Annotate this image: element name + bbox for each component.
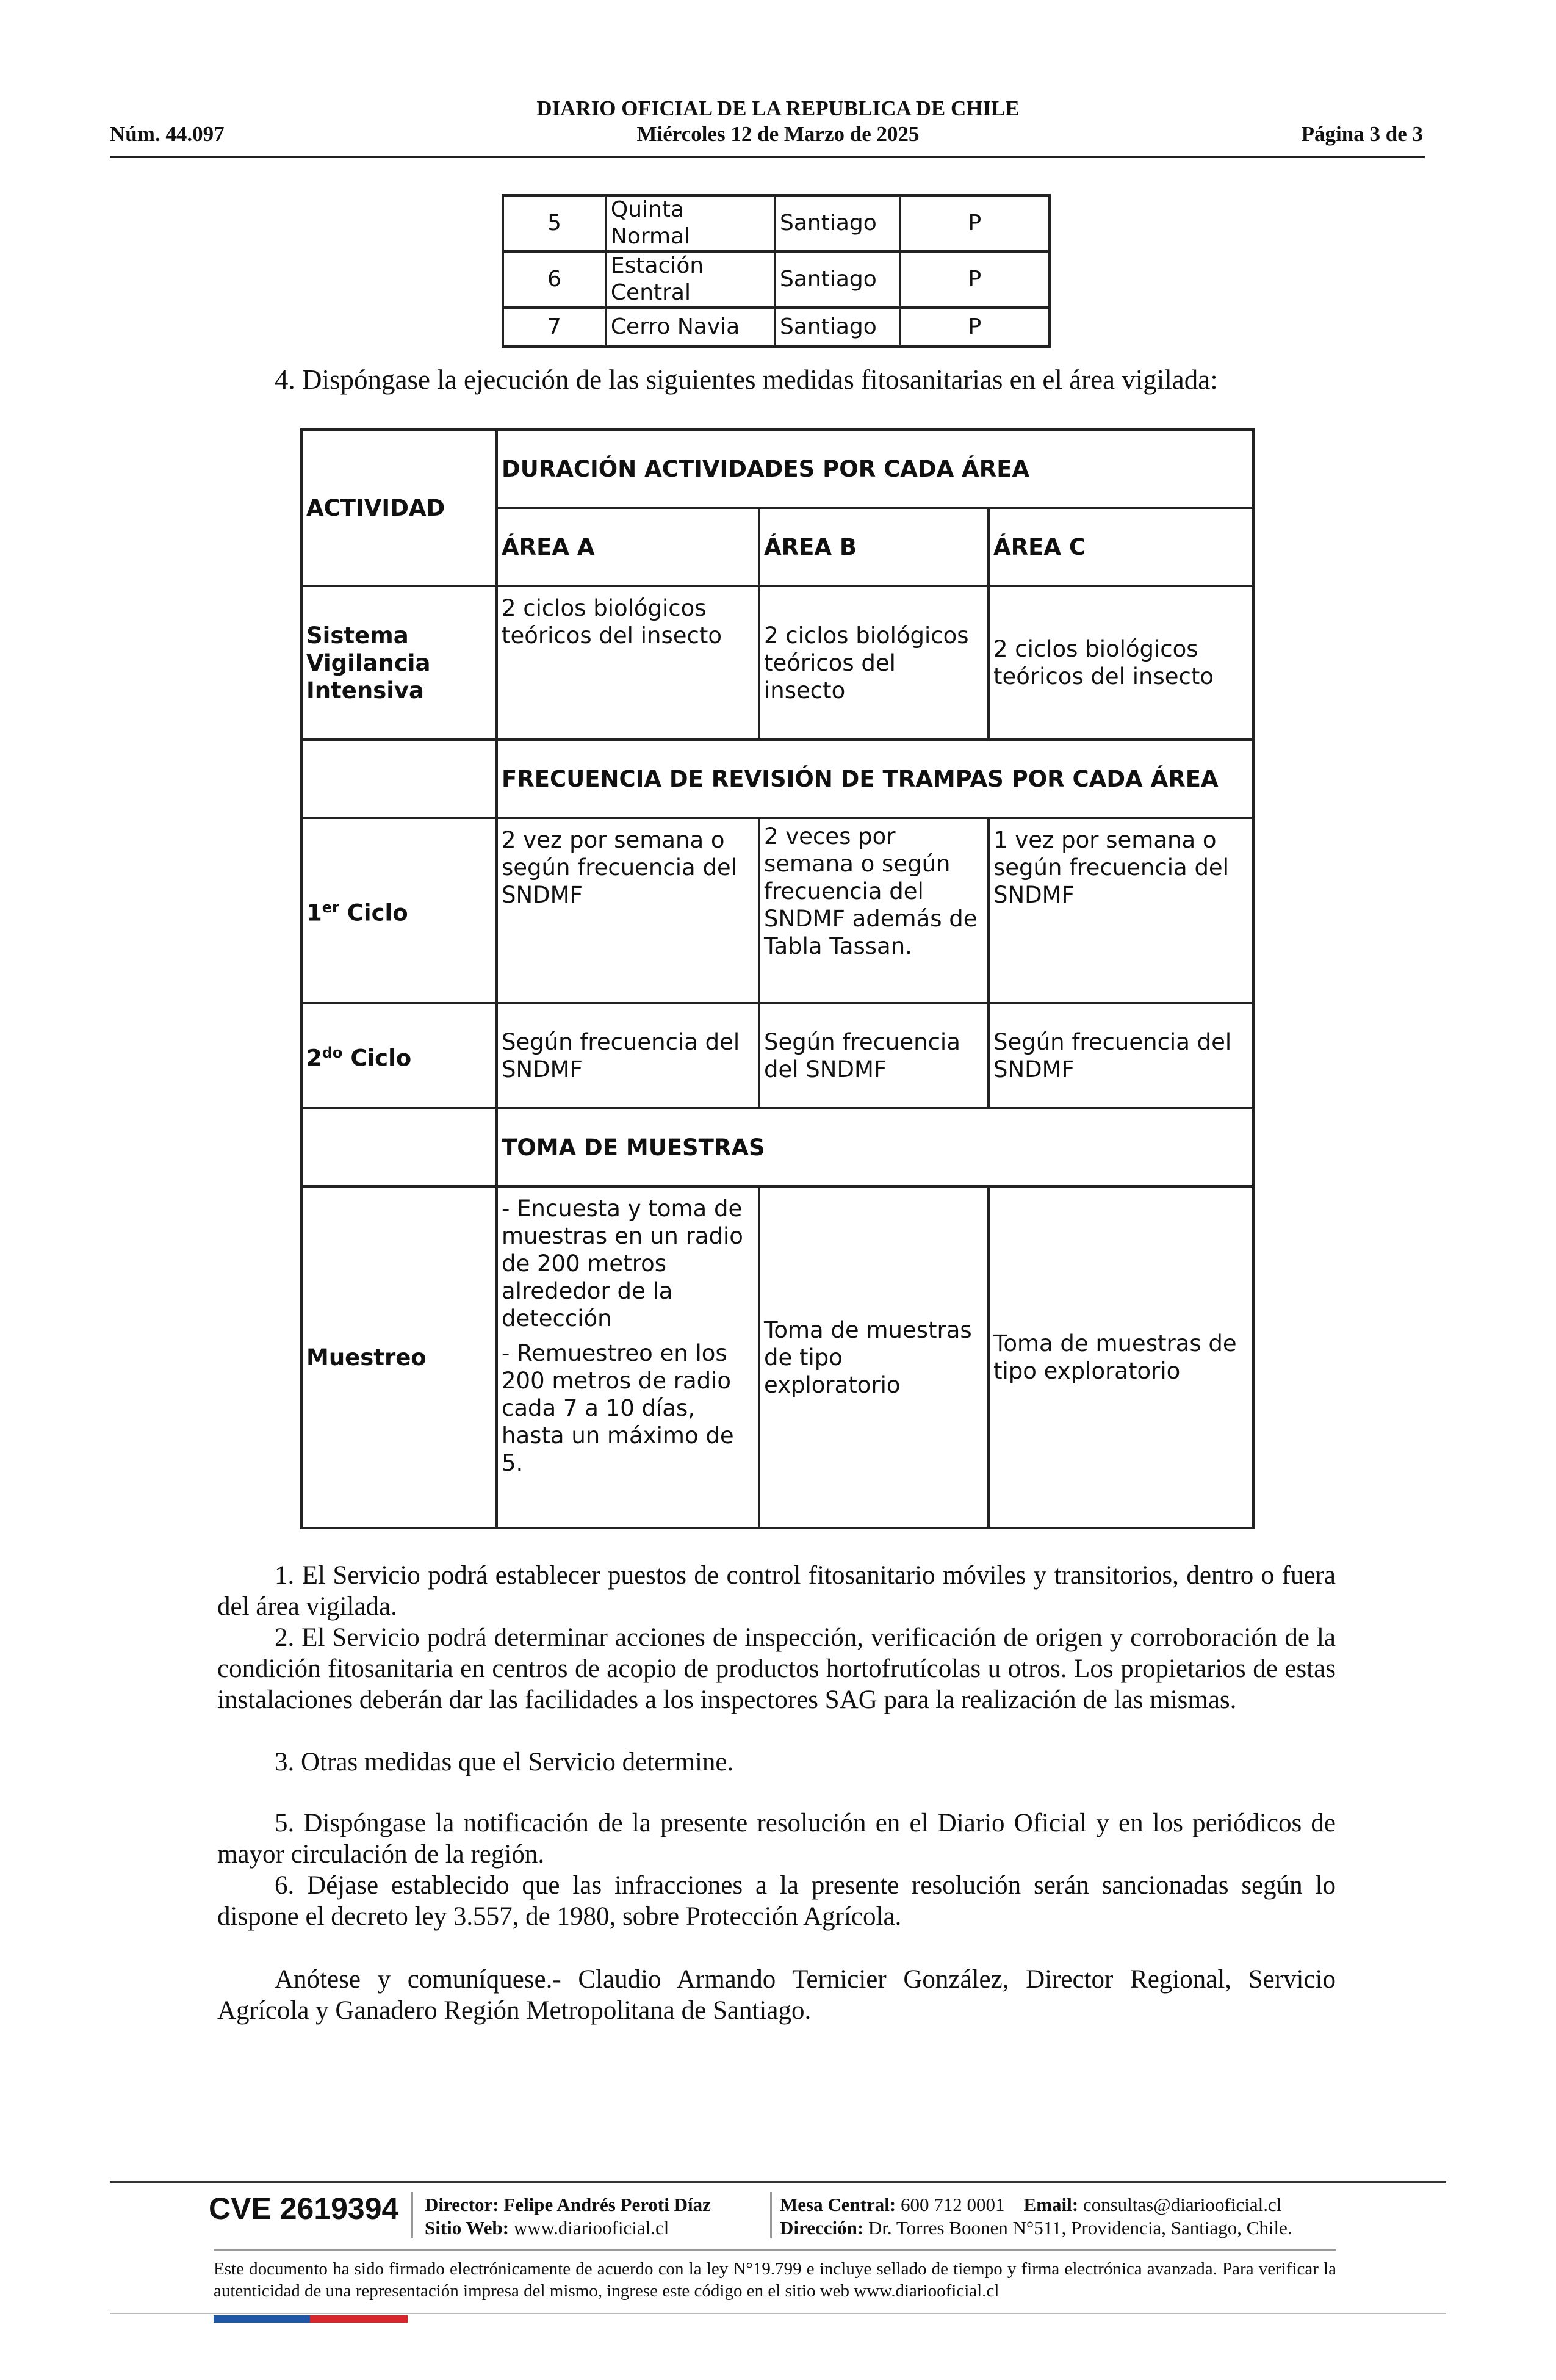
footer-inner-divider (214, 2249, 1336, 2251)
ciclo-2-word: Ciclo (350, 1045, 412, 1072)
table-row (503, 308, 1050, 347)
muestreo-area-a (497, 1186, 759, 1528)
footer-contact-block (780, 2193, 1292, 2240)
paragraph-2: 2. El Servicio podrá determinar acciones de inspección, verificación de origen y corroboración de la condición fitosanitaria en centros de acopio de productos hortofrutícolas u otros. Los propietarios de estas instalaciones deberán dar las facilidades a los inspectores SAG para la realización de las mismas. (217, 1623, 1336, 1714)
ciclo-1-area-a: 2 vez por semana o según frecuencia del SNDMF (497, 818, 759, 1003)
commune-name: Estación Central (606, 251, 775, 308)
header-divider (110, 156, 1425, 158)
address-value: Dr. Torres Boonen N°511, Providencia, Santiago, Chile. (868, 2217, 1292, 2238)
ciclo-2-ordinal: do (322, 1044, 343, 1062)
muestreo-label: Muestreo (301, 1186, 497, 1528)
table-row (301, 818, 1253, 1003)
commune-number: 7 (503, 308, 606, 347)
table-row (301, 1003, 1253, 1108)
table-row (503, 251, 1050, 308)
paragraph-1: 1. El Servicio podrá establecer puestos de control fitosanitario móviles y transitorios, dentro o fuera del área vigilada. (217, 1561, 1336, 1621)
ciclo-1-ordinal: er (322, 899, 339, 917)
table-row (503, 195, 1050, 251)
flag-blue-stripe (214, 2315, 310, 2323)
table-row (301, 1186, 1253, 1528)
ciclo-2-area-b: Según frecuencia del SNDMF (759, 1003, 989, 1108)
commune-province: Santiago (775, 195, 900, 251)
flag-red-stripe (310, 2315, 408, 2323)
paragraph-6: 6. Déjase establecido que las infracciones a la presente resolución serán sancionadas según lo dispone el decreto ley 3.557, de 1980, sobre Protección Agrícola. (217, 1871, 1336, 1931)
ciclo-1-area-c: 1 vez por semana o según frecuencia del SNDMF (989, 818, 1253, 1003)
area-a-header: ÁREA A (497, 508, 759, 586)
commune-category: P (900, 195, 1050, 251)
ciclo-2-area-c: Según frecuencia del SNDMF (989, 1003, 1253, 1108)
signature-paragraph: Anótese y comuníquese.- Claudio Armando Ternicier González, Director Regional, Servicio Agrícola y Ganadero Región Metropolitana de Santiago. (217, 1965, 1336, 2025)
area-c-header: ÁREA C (989, 508, 1253, 586)
area-b-header: ÁREA B (759, 508, 989, 586)
muestras-header: TOMA DE MUESTRAS (497, 1108, 1253, 1186)
director-name: Felipe Andrés Peroti Díaz (503, 2194, 711, 2215)
muestreo-area-a-item-2: - Remuestreo en los 200 metros de radio cada 7 a 10 días, hasta un máximo de 5. (502, 1340, 734, 1476)
paragraph-5: 5. Dispóngase la notificación de la presente resolución en el Diario Oficial y en los periódicos de mayor circulación de la región. (217, 1809, 1336, 1869)
commune-name: Cerro Navia (606, 308, 775, 347)
ciclo-1-word: Ciclo (347, 900, 408, 926)
director-label: Director: (425, 2194, 499, 2215)
ciclo-2-area-a: Según frecuencia del SNDMF (497, 1003, 759, 1108)
cve-code: CVE 2619394 (209, 2191, 399, 2226)
issue-date: Miércoles 12 de Marzo de 2025 (636, 122, 920, 146)
web-label: Sitio Web: (425, 2217, 510, 2238)
email-link[interactable]: consultas@diariooficial.cl (1082, 2194, 1282, 2215)
legal-notice: Este documento ha sido firmado electrónicamente de acuerdo con la ley N°19.799 e incluye sellado de tiempo y firma electrónica avanzada. Para verificar la autenticidad de una representación impresa del mismo, ingrese este código en el sitio web www.diariooficial.cl (214, 2259, 1336, 2301)
commune-province: Santiago (775, 251, 900, 308)
issue-number: Núm. 44.097 (110, 122, 225, 146)
email-label: Email: (1023, 2194, 1079, 2215)
table-row (301, 740, 1253, 818)
web-link[interactable]: www.diariooficial.cl (513, 2217, 669, 2238)
duracion-header: DURACIÓN ACTIVIDADES POR CADA ÁREA (497, 430, 1253, 508)
footer-separator (770, 2192, 772, 2238)
commune-category: P (900, 251, 1050, 308)
footer-bottom-divider (110, 2313, 1446, 2314)
footer-separator (411, 2192, 413, 2238)
ciclo-2-label (301, 1003, 497, 1108)
empty-cell (301, 740, 497, 818)
commune-name: Quinta Normal (606, 195, 775, 251)
svi-label: Sistema Vigilancia Intensiva (301, 586, 497, 740)
muestreo-area-a-item-1: - Encuesta y toma de muestras en un radio de 200 metros alrededor de la detección (502, 1195, 743, 1332)
frecuencia-header: FRECUENCIA DE REVISIÓN DE TRAMPAS POR CADA ÁREA (497, 740, 1253, 818)
commune-number: 5 (503, 195, 606, 251)
muestreo-area-c: Toma de muestras de tipo exploratorio (989, 1186, 1253, 1528)
commune-province: Santiago (775, 308, 900, 347)
mesa-label: Mesa Central: (780, 2194, 896, 2215)
svi-area-b: 2 ciclos biológicos teóricos del insecto (759, 586, 989, 740)
footer-director-block (425, 2193, 711, 2240)
empty-cell (301, 1108, 497, 1186)
measures-table (300, 428, 1255, 1529)
mesa-phone: 600 712 0001 (901, 2194, 1005, 2215)
table-row (301, 430, 1253, 508)
muestreo-area-b: Toma de muestras de tipo exploratorio (759, 1186, 989, 1528)
footer-divider (110, 2181, 1446, 2183)
svi-area-c: 2 ciclos biológicos teóricos del insecto (989, 586, 1253, 740)
communes-table (502, 194, 1051, 348)
measures-intro: 4. Dispóngase la ejecución de las siguientes medidas fitosanitarias en el área vigilada: (275, 364, 1218, 395)
ciclo-1-area-b: 2 veces por semana o según frecuencia del SNDMF además de Tabla Tassan. (759, 818, 989, 1003)
ciclo-2-number: 2 (306, 1045, 322, 1072)
table-row (301, 1108, 1253, 1186)
commune-category: P (900, 308, 1050, 347)
commune-number: 6 (503, 251, 606, 308)
paragraph-3: 3. Otras medidas que el Servicio determine. (275, 1748, 734, 1776)
svi-area-a: 2 ciclos biológicos teóricos del insecto (497, 586, 759, 740)
ciclo-1-number: 1 (306, 900, 322, 926)
actividad-header: ACTIVIDAD (301, 430, 497, 586)
address-label: Dirección: (780, 2217, 864, 2238)
newspaper-title: DIARIO OFICIAL DE LA REPUBLICA DE CHILE (536, 96, 1020, 120)
page-indicator: Página 3 de 3 (1301, 122, 1423, 146)
table-row (301, 586, 1253, 740)
ciclo-1-label (301, 818, 497, 1003)
